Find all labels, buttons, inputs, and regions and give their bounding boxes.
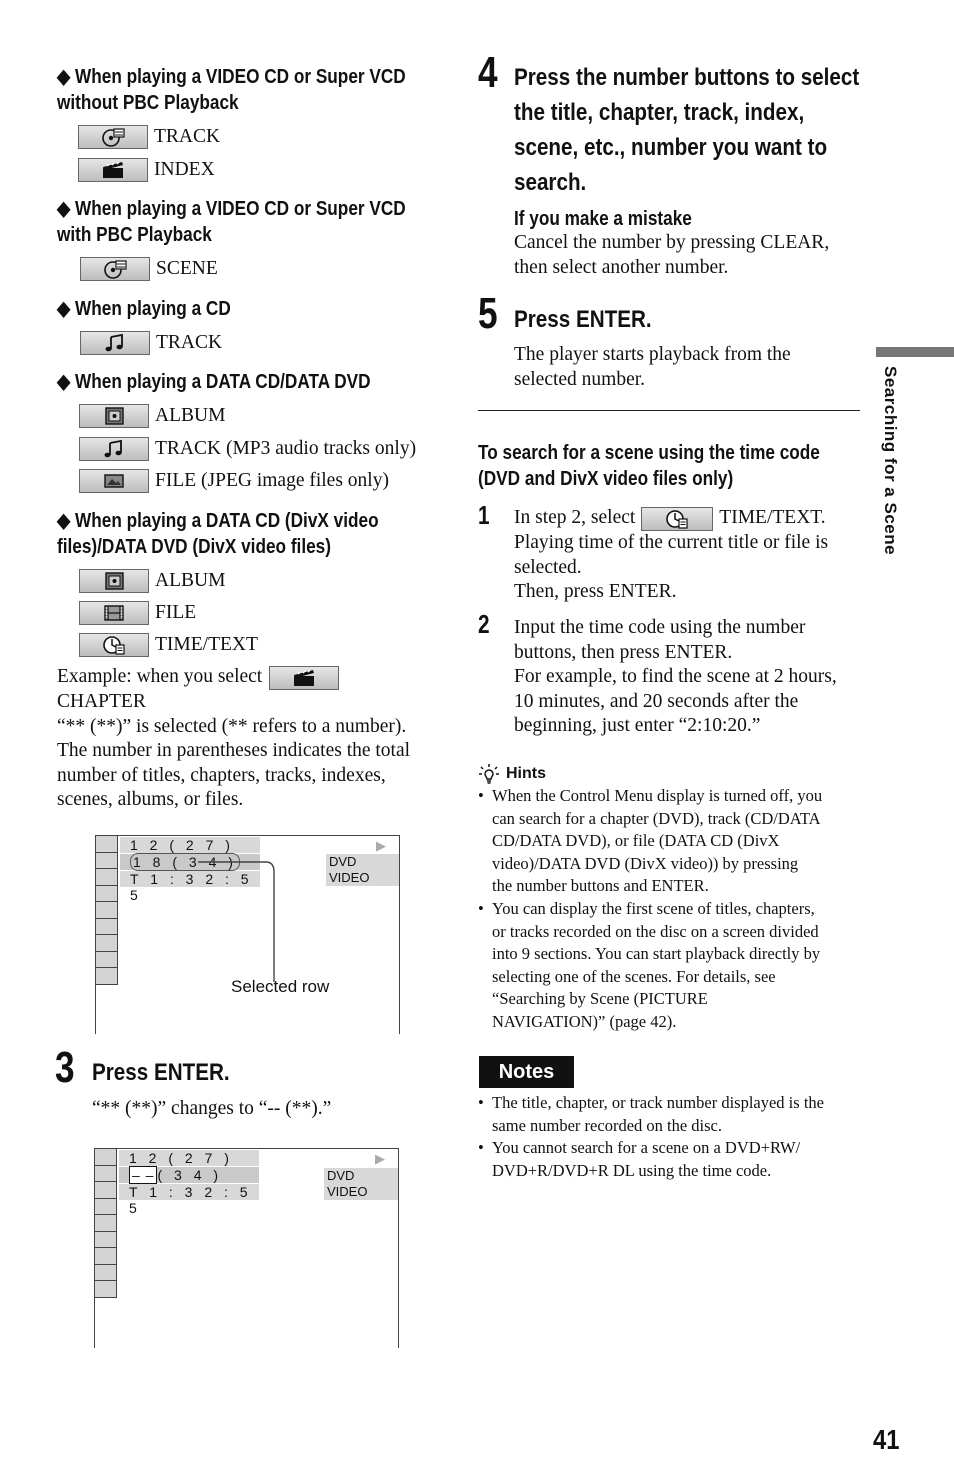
substep-1-prefix: In step 2, select [514,507,636,529]
heading-line: To search for a scene using the time code [478,442,820,464]
text-line: video)/DATA DVD (DivX video)) by pressing [492,853,799,873]
text-line: Input the time code using the number [514,617,806,638]
text-line: or tracks recorded on the disc on a screen divided [492,921,819,941]
step-5-text [514,343,791,392]
text-line: selecting one of the scenes. For details, see [492,966,776,986]
play-icon: ▶ [375,1151,385,1166]
text-line: into 9 sections. You can start playback directly by [492,944,821,963]
step-3-title: Press ENTER. [92,1059,230,1086]
screen-row-time: T 1 : 3 2 : 5 5 [120,871,260,887]
menu-row-label: TRACK (MP3 audio tracks only) [155,438,417,459]
heading-line: files)/DATA DVD (DivX video files) [57,536,331,558]
timecode-heading [478,440,820,492]
heading-vcd-without-pbc [57,64,406,116]
clapperboard-icon [78,158,148,182]
text-line: buttons, then press ENTER. [514,641,733,663]
menu-row-label: FILE (JPEG image files only) [155,470,389,491]
section-divider [478,410,860,411]
example-line: The number in parentheses indicates the total [57,740,411,761]
control-menu-screen-1 [95,835,400,1034]
text-line: Playing time of the current title or file is [514,532,829,553]
text-line: The title, chapter, or track number displayed is the [492,1093,824,1112]
step-5-number: 5 [478,289,498,338]
text-line: beginning, just enter “2:10:20.” [514,715,761,736]
menu-row-time-text [79,632,258,658]
step-3-number: 3 [55,1043,75,1092]
text-line: NAVIGATION)” (page 42). [492,1011,677,1031]
example-paragraph [57,665,447,813]
example-line: CHAPTER [57,691,146,712]
step-3-text: “** (**)” changes to “-- (**).” [92,1098,332,1119]
step-5-title: Press ENTER. [514,306,652,333]
text-line: 10 minutes, and 20 seconds after the [514,690,799,712]
lightbulb-icon [478,763,500,785]
dvd-video-label: DVD VIDEO [324,1168,398,1200]
menu-row-label: ALBUM [155,405,226,426]
image-icon [79,469,149,493]
text-line: You can display the first scene of titles, chapters, [492,899,815,918]
screen-row-title: 1 2 ( 2 7 ) [119,1150,259,1166]
disc-icon [78,125,148,149]
film-icon [79,601,149,625]
control-menu-screen-2 [94,1148,399,1348]
menu-row-label: FILE [155,602,197,623]
dvd-video-label: DVD VIDEO [326,854,399,886]
menu-icon-column [95,1149,117,1298]
screen-row-chapter [119,1167,259,1183]
heading-divx [57,508,379,560]
substep-2-text [514,616,837,739]
clock-icon [79,633,149,657]
clapperboard-icon [269,666,339,690]
heading-line: ◆ When playing a DATA CD (DivX video [57,510,379,532]
menu-row-track-mp3 [79,436,416,462]
menu-row-file-jpeg [79,468,389,494]
selected-row-label: Selected row [231,977,330,996]
menu-row-label: ALBUM [155,570,226,591]
example-line: scenes, albums, or files. [57,789,244,810]
heading-cd: ◆ When playing a CD [57,298,231,320]
text-line: selected. [514,556,582,578]
screen-row-title: 1 2 ( 2 7 ) [120,837,260,853]
step-title-line: Press the number buttons to select [514,64,860,91]
step-title-line: scene, etc., number you want to [514,134,828,161]
text-line: “Searching by Scene (PICTURE [492,989,708,1008]
notes-badge: Notes [479,1056,574,1088]
text-line: You cannot search for a scene on a DVD+RW/ [492,1138,801,1157]
screen-row-value: ( 3 4 ) [157,1167,223,1183]
example-line: “** (**)” is selected (** refers to a number). [57,715,407,737]
text-line: When the Control Menu display is turned off, you [492,786,823,805]
screen-row-time: T 1 : 3 2 : 5 5 [119,1184,259,1200]
menu-row-album [79,403,225,429]
menu-row-file [79,600,196,626]
screen-row-value: 1 8 ( 3 4 ) [130,853,240,871]
text-line: same number recorded on the disc. [492,1115,723,1135]
note-item: • The title, chapter, or track number displayed is the same number recorded on the disc. [492,1092,824,1137]
text-line: The player starts playback from the [514,344,791,365]
menu-row-label: TRACK [154,126,221,147]
menu-row-scene [80,256,218,282]
text-line: the number buttons and ENTER. [492,876,709,895]
text-line: For example, to find the scene at 2 hours, [514,666,837,687]
step-4-number: 4 [478,48,498,97]
example-prefix: Example: when you select [57,666,263,688]
substep-1-suffix: TIME/TEXT. [719,507,826,529]
heading-line: with PBC Playback [57,224,212,246]
music-note-icon [80,331,150,355]
substep-1-text [514,506,864,605]
note-item: • You cannot search for a scene on a DVD+RW/ DVD+R/DVD+R DL using the time code. [492,1137,800,1182]
album-icon [79,404,149,428]
step-title-line: the title, chapter, track, index, [514,99,805,126]
hint-item: • You can display the first scene of titles, chapters, or tracks recorded on the disc on a screen divided into 9 sections. You can start playback directly by selecting one of the scenes. For details, see “Searching by Scene (PICTURE NAVIGATION)” (page 42). [492,898,820,1033]
music-note-icon [79,437,149,461]
text-line: then select another number. [514,256,729,278]
substep-1-number: 1 [478,500,490,530]
menu-row-label: TRACK [156,332,223,353]
heading-line: (DVD and DivX video files only) [478,468,734,490]
heading-line: ◆ When playing a VIDEO CD or Super VCD [57,66,406,88]
disc-icon [80,257,150,281]
menu-row-index [78,157,215,183]
substep-2-number: 2 [478,609,490,639]
menu-row-label: INDEX [154,159,215,180]
text-line: Cancel the number by pressing CLEAR, [514,232,830,253]
menu-row-track [80,330,222,356]
hints-header [478,763,546,785]
screen-row-input-box: – – [129,1166,157,1184]
album-icon [79,569,149,593]
menu-row-track [78,124,220,150]
heading-line: without PBC Playback [57,92,239,114]
hint-item: • When the Control Menu display is turned off, you can search for a chapter (DVD), track (CD/DATA CD/DATA DVD), or file (DATA CD (DivX video)/DATA DVD (DivX video)) by pressing the number buttons and ENTER. [492,785,822,898]
selected-row-callout-line [196,854,286,984]
heading-line: ◆ When playing a VIDEO CD or Super VCD [57,198,406,220]
step-title-line: search. [514,169,587,196]
text-line: Then, press ENTER. [514,581,677,602]
clock-icon [641,507,713,531]
heading-data-cd-dvd: ◆ When playing a DATA CD/DATA DVD [57,371,371,393]
menu-row-label: TIME/TEXT [155,634,258,655]
text-line: DVD+R/DVD+R DL using the time code. [492,1160,772,1180]
side-tab-label: Searching for a Scene [881,366,900,556]
text-line: can search for a chapter (DVD), track (CD/DATA [492,808,821,828]
menu-row-label: SCENE [156,258,218,279]
heading-vcd-with-pbc [57,196,406,248]
menu-row-album [79,568,225,594]
mistake-text [514,231,829,280]
mistake-heading: If you make a mistake [514,208,692,230]
text-line: CD/DATA DVD), or file (DATA CD (DivX [492,831,780,850]
text-line: selected number. [514,368,646,390]
page-number: 41 [873,1424,900,1455]
step-4-title [514,60,859,200]
play-icon: ▶ [376,838,386,853]
side-tab-bar [876,347,954,357]
example-line: number of titles, chapters, tracks, indexes, [57,764,386,786]
hints-title: Hints [506,765,546,782]
menu-icon-column [96,836,118,985]
side-tab [878,366,902,566]
